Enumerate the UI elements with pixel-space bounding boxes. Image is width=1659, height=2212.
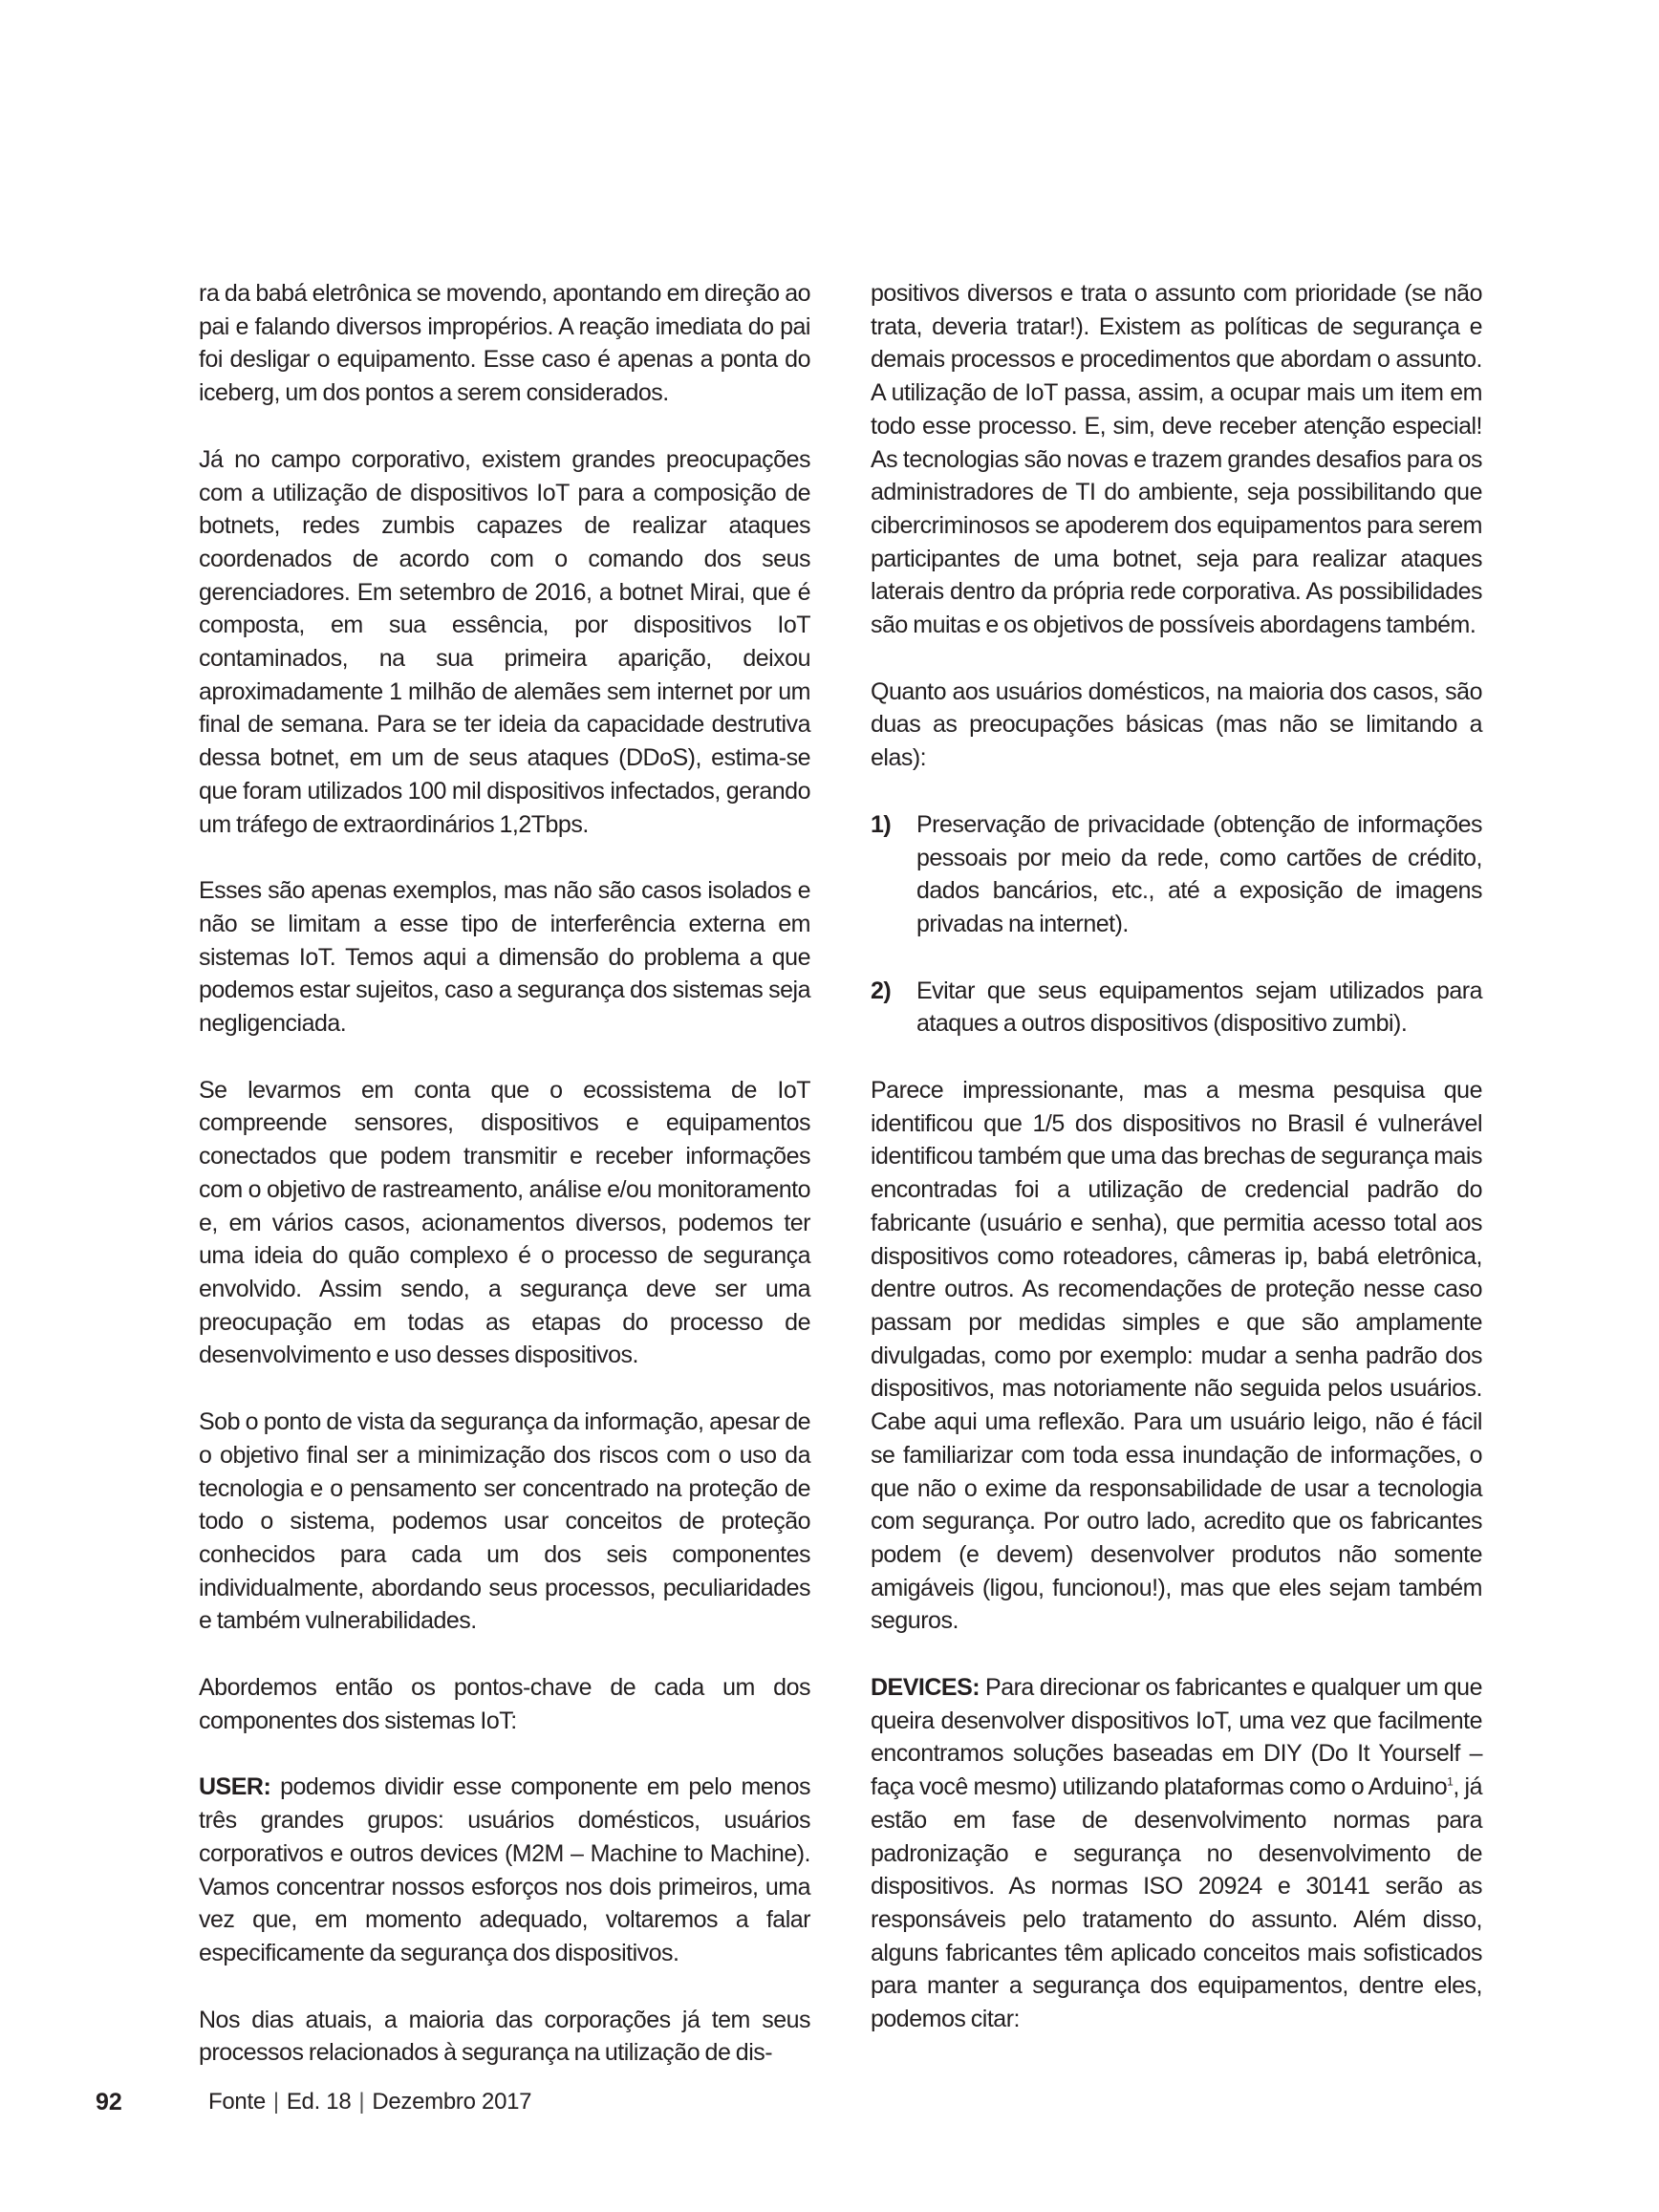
paragraph-text: podemos dividir esse componente em pelo menos três grandes grupos: usuários domésticos, usuários corporativos e outros devices (M2M – Machine to Machine). Vamos concentrar nossos esforços nos dois primeiros, uma vez que, em momento adequado, voltaremos a falar especificamente da segurança dos dispositivos. — [199, 1773, 810, 1966]
paragraph-devices — [871, 1671, 1482, 2036]
list-text: Preservação de privacidade (obtenção de informações pessoais por meio da rede, como cartões de crédito, dados bancários, etc., até a exposição de imagens privadas na internet). — [916, 810, 1482, 937]
list-item — [871, 975, 1482, 1041]
paragraph-text: Para direcionar os fabricantes e qualquer um que queira desenvolver dispositivos IoT, uma vez que facilmente encontramos soluções baseadas em DIY (Do It Yourself – faça você mesmo) utilizando plataformas como o Arduino — [871, 1674, 1482, 1801]
keyword-devices: DEVICES: — [871, 1674, 980, 1702]
footnote-ref: 1 — [1447, 1774, 1454, 1789]
list-number: 2) — [871, 977, 892, 1004]
paragraph: Esses são apenas exemplos, mas não são casos isolados e não se limitam a esse tipo de interferência externa em sistemas IoT. Temos aqui a dimensão do problema a que podemos estar sujeitos, caso a segurança dos sistemas seja negligenciada. — [199, 877, 810, 1038]
list-item — [871, 808, 1482, 941]
separator: | — [358, 2089, 365, 2115]
paragraph: Quanto aos usuários domésticos, na maioria dos casos, são duas as preocupações básicas (mas não se limitando a elas): — [871, 677, 1482, 772]
folio — [208, 2089, 531, 2115]
paragraph-text: , já estão em fase de desenvolvimento normas para padronização e segurança no desenvolvimento de dispositivos. As normas ISO 20924 e 30141 serão as responsáveis pelo tratamento do assunto. Além disso, alguns fabricantes têm aplicado conceitos mais sofisticados para manter a segurança dos equipamentos, dentre eles, podemos citar: — [871, 1773, 1482, 2033]
paragraph: Nos dias atuais, a maioria das corporações já tem seus processos relacionados à segurança na utilização de dis- — [199, 2006, 810, 2067]
paragraph-user — [199, 1771, 810, 1969]
list-number: 1) — [871, 810, 892, 838]
page-number: 92 — [96, 2088, 122, 2115]
paragraph: Se levarmos em conta que o ecossistema de IoT compreende sensores, dispositivos e equipamentos conectados que podem transmitir e receber informações com o objetivo de rastreamento, análise e/ou monitoramento e, em vários casos, acionamentos diversos, podemos ter uma ideia do quão complexo é o processo de segurança envolvido. Assim sendo, a segurança deve ser uma preocupação em todas as etapas do processo de desenvolvimento e uso desses dispositivos. — [199, 1076, 810, 1369]
numbered-list — [871, 808, 1482, 1041]
paragraph: ra da babá eletrônica se movendo, apontando em direção ao pai e falando diversos impropérios. A reação imediata do pai foi desligar o equipamento. Esse caso é apenas a ponta do iceberg, um dos pontos a serem considerados. — [199, 280, 810, 407]
separator: | — [272, 2089, 279, 2115]
paragraph: Já no campo corporativo, existem grandes preocupações com a utilização de dispositivos IoT para a composição de botnets, redes zumbis capazes de realizar ataques coordenados de acordo com o comando dos seus gerenciadores. Em setembro de 2016, a botnet Mirai, que é composta, em sua essência, por dispositivos IoT contaminados, na sua primeira aparição, deixou aproximadamente 1 milhão de alemães sem internet por um final de semana. Para se ter ideia da capacidade destrutiva dessa botnet, em um de seus ataques (DDoS), estima-se que foram utilizados 100 mil dispositivos infectados, gerando um tráfego de extraordinários 1,2Tbps. — [199, 445, 810, 838]
publication-name: Fonte — [208, 2089, 266, 2115]
left-column — [199, 277, 810, 2103]
page-footer — [96, 2083, 1433, 2121]
edition: Ed. 18 — [286, 2089, 352, 2115]
paragraph: Parece impressionante, mas a mesma pesquisa que identificou que 1/5 dos dispositivos no Brasil é vulnerável identificou também que uma das brechas de segurança mais encontradas foi a utilização de credencial padrão do fabricante (usuário e senha), que permitia acesso total aos dispositivos como roteadores, câmeras ip, babá eletrônica, dentre outros. As recomendações de proteção nesse caso passam por medidas simples e que são amplamente divulgadas, como por exemplo: mudar a senha padrão dos dispositivos, mas notoriamente não seguida pelos usuários. Cabe aqui uma reflexão. Para um usuário leigo, não é fácil se familiarizar com toda essa inundação de informações, o que não o exime da responsabilidade de usar a tecnologia com segurança. Por outro lado, acredito que os fabricantes podem (e devem) desenvolver produtos não somente amigáveis (ligou, funcionou!), mas que eles sejam também seguros. — [871, 1077, 1482, 1635]
paragraph: positivos diversos e trata o assunto com prioridade (se não trata, deveria tratar!). Existem as políticas de segurança e demais processos e procedimentos que abordam o assunto. A utilização de IoT passa, assim, a ocupar mais um item em todo esse processo. E, sim, deve receber atenção especial! As tecnologias são novas e trazem grandes desafios para os administradores de TI do ambiente, seja possibilitando que cibercriminosos se apoderem dos equipamentos para serem participantes de uma botnet, seja para realizar ataques laterais dentro da própria rede corporativa. As possibilidades são muitas e os objetivos de possíveis abordagens também. — [871, 280, 1482, 639]
right-column — [871, 277, 1482, 2070]
keyword-user: USER: — [199, 1773, 271, 1801]
issue-date: Dezembro 2017 — [372, 2089, 532, 2115]
paragraph: Sob o ponto de vista da segurança da informação, apesar de o objetivo final ser a minimização dos riscos com o uso da tecnologia e o pensamento ser concentrado na proteção de todo o sistema, podemos usar conceitos de proteção conhecidos para cada um dos seis componentes individualmente, abordando seus processos, peculiaridades e também vulnerabilidades. — [199, 1408, 810, 1635]
list-text: Evitar que seus equipamentos sejam utilizados para ataques a outros dispositivos (dispositivo zumbi). — [916, 977, 1482, 1038]
paragraph: Abordemos então os pontos-chave de cada um dos componentes dos sistemas IoT: — [199, 1674, 810, 1734]
